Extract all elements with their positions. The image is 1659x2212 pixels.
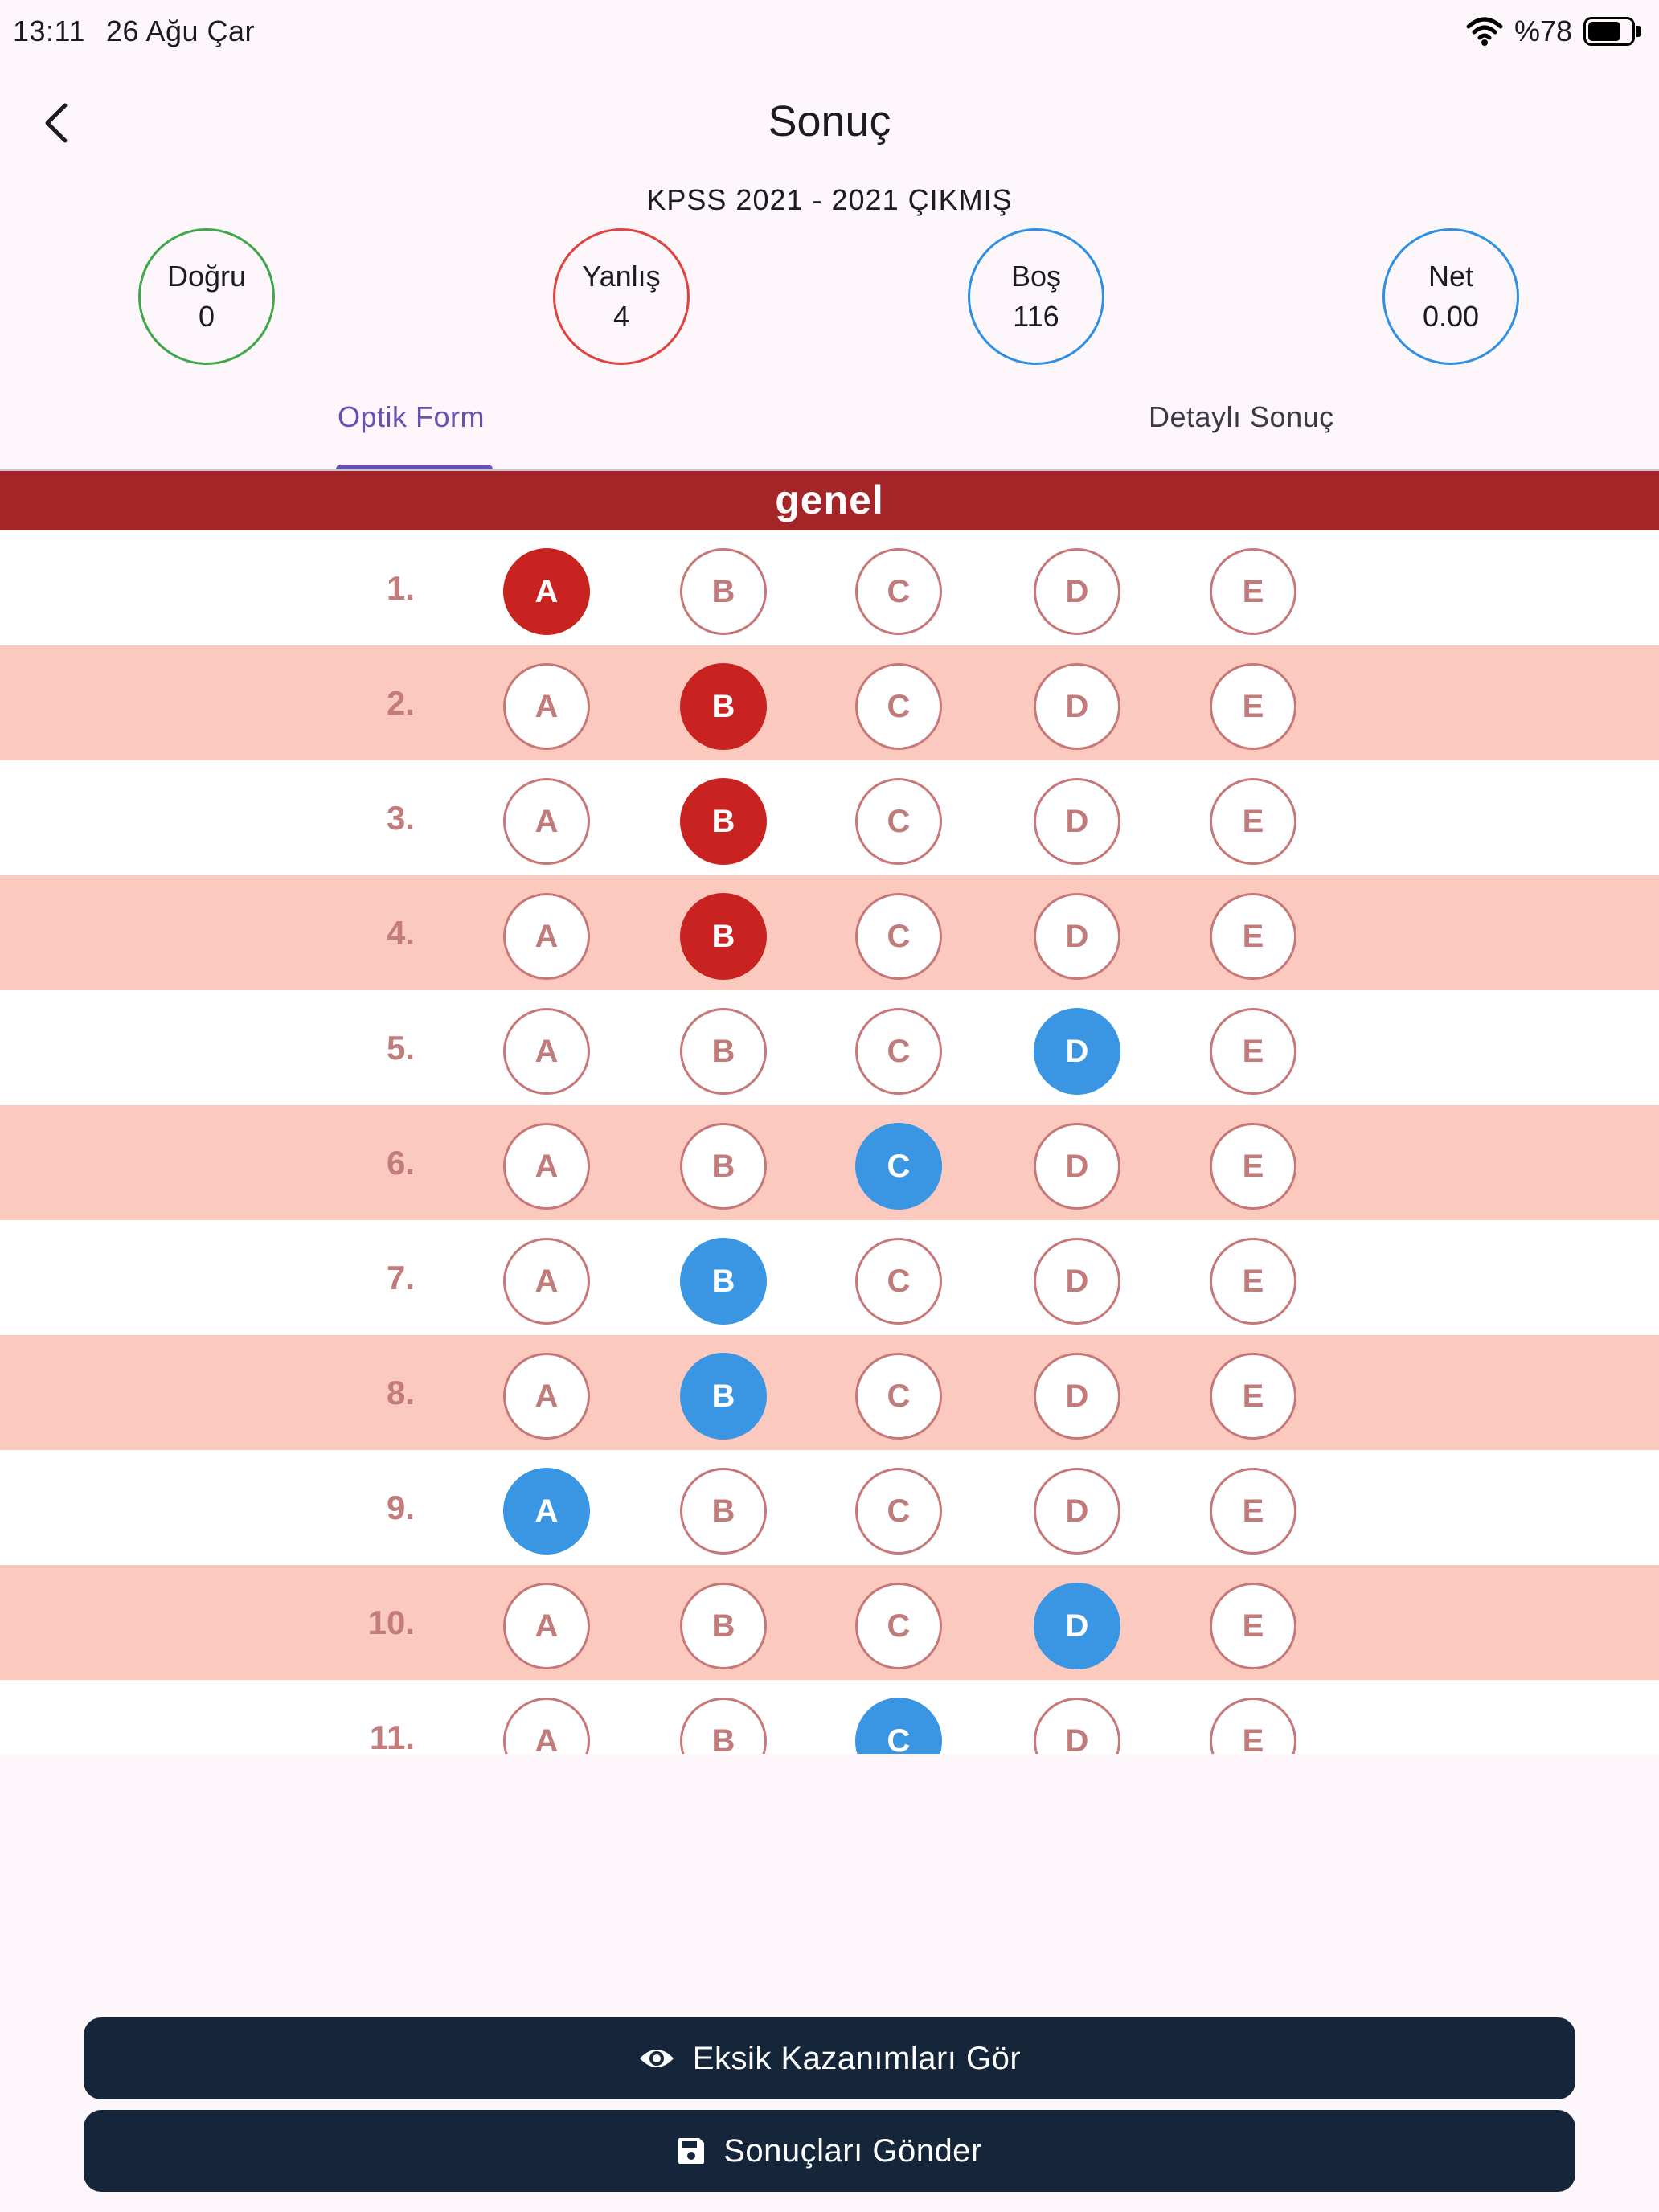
option-bubble-b[interactable]: B (680, 1698, 767, 1754)
option-bubble-a[interactable]: A (503, 548, 590, 635)
question-row (0, 1565, 1659, 1680)
option-bubble-b[interactable]: B (680, 1238, 767, 1325)
option-bubble-b[interactable]: B (680, 1008, 767, 1095)
wifi-icon (1466, 15, 1503, 47)
option-bubble-d[interactable]: D (1034, 1238, 1120, 1325)
tab-optik-form[interactable]: Optik Form (338, 400, 485, 433)
send-results-button[interactable] (84, 2110, 1575, 2192)
option-bubble-c[interactable]: C (855, 1353, 942, 1440)
stat-net-value: 0.00 (1422, 300, 1480, 333)
option-bubble-e[interactable]: E (1210, 548, 1296, 635)
option-bubble-a[interactable]: A (503, 1353, 590, 1440)
question-row (0, 1335, 1659, 1450)
option-bubble-b[interactable]: B (680, 1123, 767, 1210)
battery-percent: %78 (1514, 14, 1572, 47)
question-row (0, 645, 1659, 760)
option-bubble-e[interactable]: E (1210, 1238, 1296, 1325)
option-bubble-b[interactable]: B (680, 1583, 767, 1669)
send-results-label: Sonuçları Gönder (723, 2132, 982, 2169)
option-bubble-d[interactable]: D (1034, 893, 1120, 980)
stat-net (1382, 228, 1519, 365)
option-bubble-a[interactable]: A (503, 1698, 590, 1754)
question-row (0, 1220, 1659, 1335)
option-bubble-d[interactable]: D (1034, 1123, 1120, 1210)
option-bubble-c[interactable]: C (855, 1583, 942, 1669)
question-row (0, 1450, 1659, 1565)
option-bubble-d[interactable]: D (1034, 1353, 1120, 1440)
battery-icon (1583, 17, 1643, 46)
stat-correct (138, 228, 275, 365)
option-bubble-a[interactable]: A (503, 1238, 590, 1325)
question-number: 3. (386, 799, 415, 837)
option-bubble-a[interactable]: A (503, 1583, 590, 1669)
status-time: 13:11 (13, 14, 85, 47)
stat-wrong (553, 228, 690, 365)
option-bubble-b[interactable]: B (680, 1353, 767, 1440)
stat-correct-value: 0 (198, 300, 215, 333)
question-row (0, 990, 1659, 1105)
stat-wrong-value: 4 (612, 300, 630, 333)
exam-title: KPSS 2021 - 2021 ÇIKMIŞ (646, 183, 1013, 216)
option-bubble-b[interactable]: B (680, 548, 767, 635)
tab-detayli-sonuc[interactable]: Detaylı Sonuç (1149, 400, 1334, 433)
option-bubble-c[interactable]: C (855, 1468, 942, 1555)
status-bar (0, 0, 1659, 64)
stat-wrong-label: Yanlış (582, 260, 661, 293)
option-bubble-c[interactable]: C (855, 778, 942, 865)
option-bubble-d[interactable]: D (1034, 1468, 1120, 1555)
question-row (0, 530, 1659, 645)
option-bubble-d[interactable]: D (1034, 1583, 1120, 1669)
option-bubble-e[interactable]: E (1210, 778, 1296, 865)
option-bubble-d[interactable]: D (1034, 1698, 1120, 1754)
option-bubble-e[interactable]: E (1210, 1583, 1296, 1669)
question-number: 11. (369, 1718, 415, 1754)
question-row (0, 1105, 1659, 1220)
stat-empty-value: 116 (1013, 300, 1059, 333)
stat-net-label: Net (1428, 260, 1474, 293)
option-bubble-a[interactable]: A (503, 893, 590, 980)
question-row (0, 1680, 1659, 1754)
missing-outcomes-button[interactable] (84, 2017, 1575, 2099)
option-bubble-e[interactable]: E (1210, 1123, 1296, 1210)
option-bubble-e[interactable]: E (1210, 1008, 1296, 1095)
option-bubble-e[interactable]: E (1210, 663, 1296, 750)
save-icon (677, 2136, 706, 2165)
question-number: 6. (386, 1144, 415, 1182)
option-bubble-a[interactable]: A (503, 1008, 590, 1095)
option-bubble-b[interactable]: B (680, 893, 767, 980)
option-bubble-c[interactable]: C (855, 663, 942, 750)
eye-icon (638, 2046, 675, 2071)
option-bubble-d[interactable]: D (1034, 1008, 1120, 1095)
missing-outcomes-label: Eksik Kazanımları Gör (692, 2040, 1022, 2076)
section-header: genel (0, 471, 1659, 530)
question-row (0, 760, 1659, 875)
question-number: 9. (386, 1489, 415, 1526)
option-bubble-b[interactable]: B (680, 778, 767, 865)
option-bubble-b[interactable]: B (680, 1468, 767, 1555)
option-bubble-d[interactable]: D (1034, 548, 1120, 635)
option-bubble-c[interactable]: C (855, 1698, 942, 1754)
answer-list[interactable] (0, 530, 1659, 1754)
option-bubble-a[interactable]: A (503, 1468, 590, 1555)
option-bubble-e[interactable]: E (1210, 893, 1296, 980)
option-bubble-c[interactable]: C (855, 1123, 942, 1210)
option-bubble-e[interactable]: E (1210, 1353, 1296, 1440)
option-bubble-c[interactable]: C (855, 548, 942, 635)
option-bubble-c[interactable]: C (855, 1008, 942, 1095)
option-bubble-a[interactable]: A (503, 778, 590, 865)
option-bubble-a[interactable]: A (503, 1123, 590, 1210)
stat-empty-label: Boş (1010, 260, 1062, 293)
option-bubble-e[interactable]: E (1210, 1698, 1296, 1754)
option-bubble-c[interactable]: C (855, 1238, 942, 1325)
option-bubble-c[interactable]: C (855, 893, 942, 980)
question-number: 10. (367, 1604, 415, 1641)
stat-correct-label: Doğru (166, 260, 247, 293)
question-number: 4. (386, 914, 415, 952)
question-number: 2. (386, 684, 415, 722)
question-number: 7. (386, 1259, 415, 1296)
question-row (0, 875, 1659, 990)
stat-empty (968, 228, 1104, 365)
question-number: 8. (386, 1374, 415, 1411)
option-bubble-d[interactable]: D (1034, 663, 1120, 750)
page-title: Sonuç (768, 97, 891, 145)
question-number: 5. (386, 1029, 415, 1067)
status-date: 26 Ağu Çar (105, 14, 256, 47)
option-bubble-a[interactable]: A (503, 663, 590, 750)
option-bubble-e[interactable]: E (1210, 1468, 1296, 1555)
question-number: 1. (386, 569, 415, 607)
option-bubble-d[interactable]: D (1034, 778, 1120, 865)
option-bubble-b[interactable]: B (680, 663, 767, 750)
